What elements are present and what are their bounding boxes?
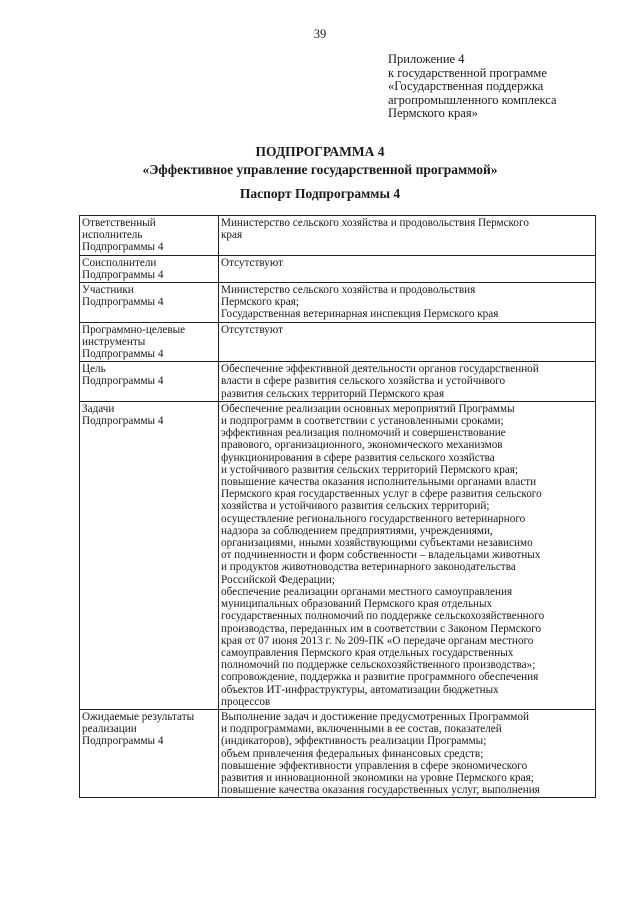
value-line: (индикаторов), эффективность реализации Программы; (221, 735, 487, 748)
value-line: Обеспечение реализации основных мероприятий Программы (221, 402, 515, 415)
row-label (80, 401, 219, 709)
passport-row (80, 322, 596, 362)
row-value (219, 255, 596, 282)
value-line: и подпрограмм в соответствии с установленными сроками; (221, 415, 504, 428)
value-line: процессов (221, 695, 271, 708)
value-line: хозяйства и устойчивого развития сельских территорий; (221, 500, 490, 513)
value-line: повышение эффективности управления в сфере экономического (221, 759, 528, 772)
row-value (219, 322, 596, 362)
value-line: края (221, 229, 243, 242)
row-value (219, 401, 596, 709)
value-line: края от 07 июня 2013 г. № 209-ПК «О передаче органам местного (221, 634, 534, 647)
value-line: правового, организационного, экономического механизмов (221, 439, 503, 452)
subprogram-title: «Эффективное управление государственной программой» (142, 162, 498, 177)
label-line: Участники (82, 284, 134, 297)
passport-row (80, 255, 596, 282)
value-line: Российской Федерации; (221, 573, 335, 586)
value-line: осуществление регионального государственного ветеринарного (221, 512, 526, 525)
value-line: Государственная ветеринарная инспекция Пермского края (221, 308, 499, 321)
passport-row (80, 709, 596, 797)
row-label (80, 362, 219, 402)
value-line: власти в сфере развития сельского хозяйства и устойчивого (221, 375, 506, 388)
passport-table (79, 215, 596, 798)
row-label (80, 709, 219, 797)
value-line: производства, переданных им в соответствии с Законом Пермского (221, 622, 542, 635)
value-line: и устойчивого развития сельских территорий Пермского края; (221, 463, 519, 476)
appendix-line: Пермского края» (388, 106, 478, 120)
value-line: Выполнение задач и достижение предусмотренных Программой (221, 710, 529, 723)
value-line: объектов ИТ-инфраструктуры, автоматизации бюджетных (221, 683, 499, 696)
passport-row (80, 401, 596, 709)
value-line: сопровождение, поддержка и развитие программного обеспечения (221, 671, 539, 684)
value-line: Отсутствуют (221, 256, 283, 269)
value-line: развития и инновационной экономики на уровне Пермского края; (221, 771, 534, 784)
value-line: государственных полномочий по поддержке сельскохозяйственного (221, 610, 545, 623)
value-line: Отсутствуют (221, 323, 283, 336)
label-line: Соисполнители (82, 256, 157, 269)
row-label (80, 322, 219, 362)
label-line: Подпрограммы 4 (82, 415, 164, 428)
value-line: муниципальных образований Пермского края отдельных (221, 598, 493, 611)
passport-row (80, 216, 596, 256)
appendix-note (388, 53, 557, 121)
value-line: Пермского края государственных услуг в сфере развития сельского (221, 488, 542, 501)
value-line: Пермского края; (221, 296, 299, 309)
value-line: надзора за соблюдением предприятиями, учреждениями, (221, 524, 493, 537)
label-line: Цель (82, 363, 106, 376)
appendix-line: Приложение 4 (388, 52, 465, 66)
value-line: повышение качества оказания государственных услуг, выполнения (221, 784, 540, 797)
label-line: реализации (82, 723, 137, 736)
label-line: Программно-целевые (82, 323, 186, 336)
label-line: Подпрограммы 4 (82, 348, 164, 361)
label-line: инструменты (82, 335, 146, 348)
value-line: от подчиненности и форм собственности – владельцами животных (221, 549, 541, 562)
row-label (80, 283, 219, 323)
page-number: 39 (313, 27, 327, 41)
label-line: Ответственный (82, 217, 156, 229)
appendix-line: к государственной программе (388, 65, 547, 80)
label-line: Ожидаемые результаты (82, 710, 195, 723)
passport-row (80, 283, 596, 323)
value-line: объем привлечения федеральных финансовых средств; (221, 747, 484, 760)
row-value (219, 216, 596, 256)
value-line: полномочий по поддержке сельскохозяйственного производства»; (221, 659, 536, 672)
value-line: и продуктов животноводства ветеринарного законодательства (221, 561, 516, 574)
passport-row (80, 362, 596, 402)
row-value (219, 709, 596, 797)
row-value (219, 283, 596, 323)
subprogram-heading: ПОДПРОГРАММА 4 (255, 144, 385, 159)
label-line: Подпрограммы 4 (82, 268, 164, 281)
label-line: исполнитель (82, 229, 143, 242)
value-line: Обеспечение эффективной деятельности органов государственной (221, 363, 539, 376)
value-line: Министерство сельского хозяйства и продовольствия Пермского (221, 217, 529, 229)
value-line: обеспечение реализации органами местного самоуправления (221, 585, 513, 598)
value-line: развития сельских территорий Пермского края (221, 387, 445, 400)
value-line: организациями, иными хозяйствующими субъектами независимо (221, 537, 533, 550)
passport-heading: Паспорт Подпрограммы 4 (239, 186, 401, 201)
value-line: и подпрограммами, включенными в ее состав, показателей (221, 723, 502, 736)
value-line: Министерство сельского хозяйства и продовольствия (221, 284, 476, 297)
row-label (80, 255, 219, 282)
value-line: эффективная реализация полномочий и совершенствование (221, 427, 506, 440)
row-label (80, 216, 219, 256)
value-line: повышение качества оказания исполнительными органами власти (221, 476, 537, 489)
label-line: Подпрограммы 4 (82, 296, 164, 309)
label-line: Подпрограммы 4 (82, 241, 164, 254)
value-line: функционирования в сфере развития сельского хозяйства (221, 451, 495, 464)
appendix-line: «Государственная поддержка (388, 79, 544, 93)
label-line: Задачи (82, 402, 115, 415)
value-line: самоуправления Пермского края отдельных государственных (221, 646, 514, 659)
label-line: Подпрограммы 4 (82, 735, 164, 748)
label-line: Подпрограммы 4 (82, 375, 164, 388)
row-value (219, 362, 596, 402)
appendix-line: агропромышленного комплекса (388, 92, 557, 107)
